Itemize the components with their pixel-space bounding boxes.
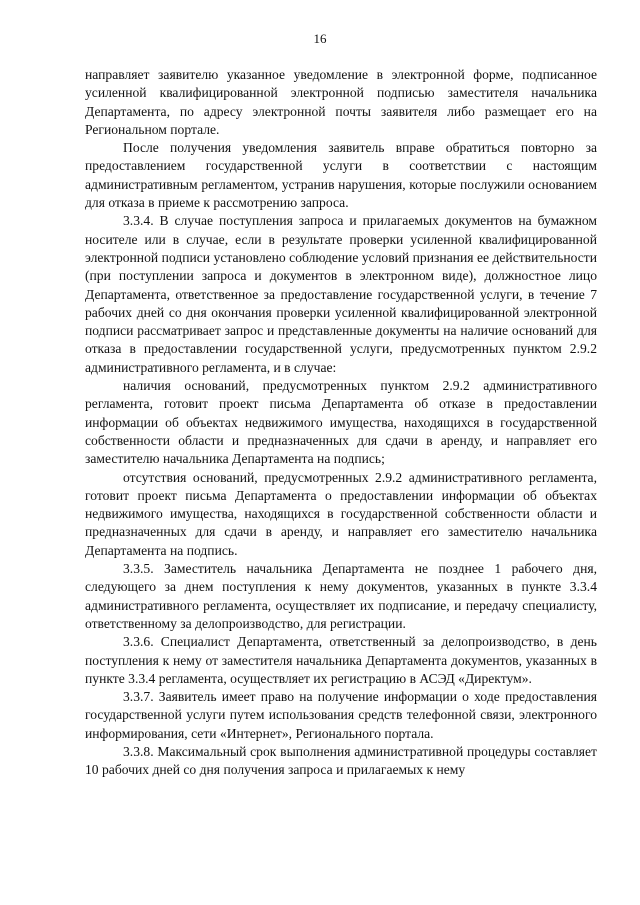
paragraph-continuation: направляет заявителю указанное уведомление в электронной форме, подписанное усиленной квалифицированной электронной подписью заместителя начальника Департамента, по адресу электронной почты заявителя либо размещает его на Региональном портале. [85,67,597,137]
paragraph-3-3-6: 3.3.6. Специалист Департамента, ответственный за делопроизводство, в день поступления к нему от заместителя начальника Департамента документов, указанных в пункте 3.3.4 регламента, осуществляет их регистрацию в АСЭД «Директум». [85,634,597,686]
page-number: 16 [313,31,327,46]
document-body [85,66,597,780]
paragraph-after-notification: После получения уведомления заявитель вправе обратиться повторно за предоставлением государственной услуги в соответствии с настоящим административным регламентом, устранив нарушения, которые послужили основанием для отказа в приеме к рассмотрению запроса. [85,140,597,211]
paragraph-3-3-5: 3.3.5. Заместитель начальника Департамента не позднее 1 рабочего дня, следующего за днем поступления к нему документов, указанных в пункте 3.3.4 административного регламента, осуществляет их подписание, и передачу специалисту, ответственному за делопроизводство, для регистрации. [85,561,597,631]
paragraph-3-3-7: 3.3.7. Заявитель имеет право на получение информации о ходе предоставления государственной услуги путем использования средств телефонной связи, электронного информирования, сети «Интернет», Регионального портала. [85,689,597,741]
paragraph-3-3-8: 3.3.8. Максимальный срок выполнения административной процедуры составляет 10 рабочих дней со дня получения запроса и прилагаемых к нему [85,743,597,778]
paragraph-grounds-present: наличия оснований, предусмотренных пунктом 2.9.2 административного регламента, готовит проект письма Департамента об отказе в предоставлении информации об объектах недвижимого имущества, находящихся в государственной собственности области и предназначенных для сдачи в аренду, и направляет его заместителю начальника Департамента на подпись; [85,378,597,467]
paragraph-3-3-4: 3.3.4. В случае поступления запроса и прилагаемых документов на бумажном носителе или в случае, если в результате проверки усиленной квалифицированной электронной подписи установлено соблюдение условий признания ее действительности (при поступлении запроса и документов в электронном виде), должностное лицо Департамента, ответственное за предоставление государственной услуги, в течение 7 рабочих дней со дня окончания проверки усиленной квалифицированной электронной подписи рассматривает запрос и представленные документы на наличие оснований для отказа в предоставлении государственной услуги, предусмотренных пунктом 2.9.2 административного регламента, и в случае: [85,213,597,375]
paragraph-grounds-absent: отсутствия оснований, предусмотренных 2.9.2 административного регламента, готовит проект письма Департамента о предоставлении информации об объектах недвижимого имущества, находящихся в государственной собственности области и предназначенных для сдачи в аренду, и направляет его заместителю начальника Департамента на подпись. [85,469,597,558]
